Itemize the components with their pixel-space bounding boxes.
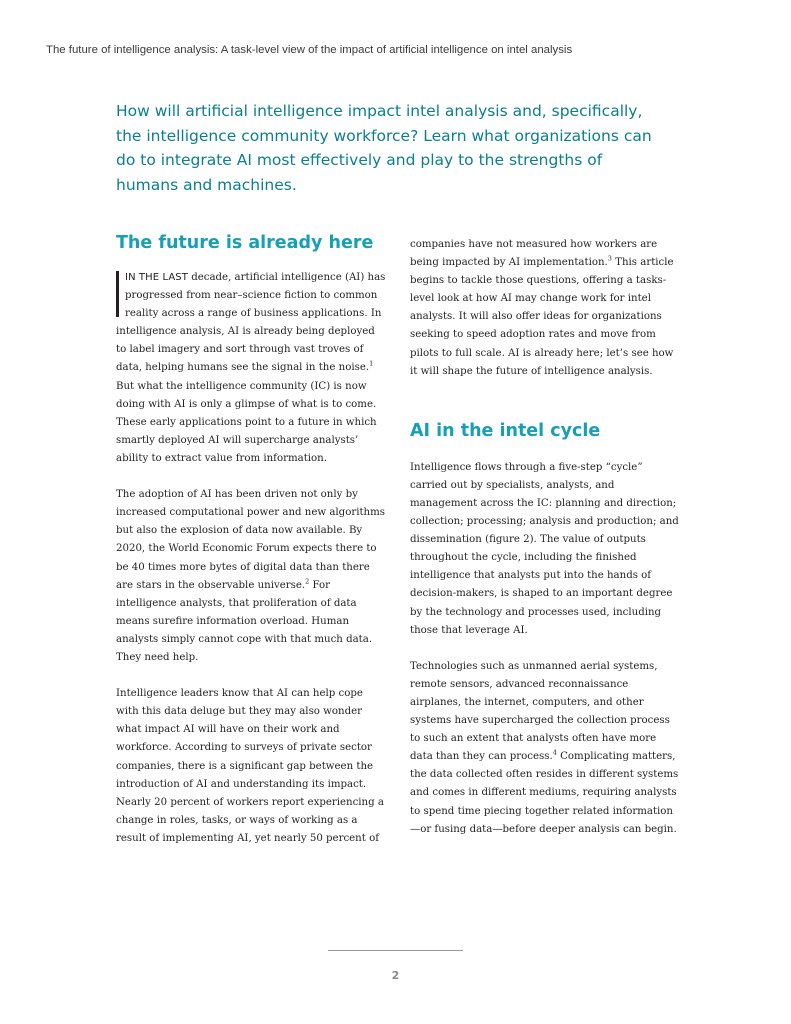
paragraph-text: The adoption of AI has been driven not only by increased computational power and new algorithms but also the explosion of data now available. By 2020, the World Economic Forum expects there to be 40 times more bytes of digital data than there are stars in the observable universe. — [116, 489, 385, 591]
lead-in: N THE LAST — [128, 272, 188, 283]
footer-rule — [328, 950, 463, 951]
footnote-ref: 3 — [607, 254, 612, 263]
paragraph-text: companies have not measured how workers are being impacted by AI implementation. — [410, 239, 658, 269]
footnote-ref: 4 — [552, 748, 557, 757]
right-column — [410, 236, 682, 839]
paragraph-text: Complicating matters, the data collected often resides in different systems and comes in different mediums, requiring analysts to spend time piecing together related information—or fusing data—before deeper analysis can begin. — [410, 751, 679, 835]
paragraph-text: This article begins to tackle those questions, offering a tasks-level look at how AI may change work for intel analysts. It will also offer ideas for organizations seeking to speed adoption rates and move from pilots to full scale. AI is already here; let’s see how it will shape the future of intelligence analysis. — [410, 257, 674, 377]
footnote-ref: 2 — [305, 577, 310, 586]
paragraph-text: Intelligence leaders know that AI can help cope with this data deluge but they may also wonder what impact AI will have on their work and workforce. According to surveys of private sector companies, there is a significant gap between the introduction of AI and understanding its impact. Nearly 20 percent of workers report experiencing a change in roles, tasks, or ways of working as a result of implementing AI, yet nearly 50 percent of — [116, 688, 384, 844]
drop-cap — [116, 271, 119, 317]
left-column — [116, 230, 388, 848]
lead-in-dropcap: I — [125, 272, 129, 283]
paragraph-text: But what the intelligence community (IC) is now doing with AI is only a glimpse of what is to come. These early applications point to a future in which smartly deployed AI will supercharge analysts’ ability to extract value from information. — [116, 380, 377, 464]
paragraph — [410, 236, 682, 381]
paragraph-text: Intelligence flows through a five-step “cycle” carried out by specialists, analysts, and management across the IC: planning and direction; collection; processing; analysis and production; and dissemination (figure 2). The value of outputs throughout the cycle, including the finished intelligence that analysts put into the hands of decision-makers, is shaped to an important degree by the technology and processes used, including those that leverage AI. — [410, 461, 679, 636]
paragraph-text: decade, artificial intelligence (AI) has progressed from near–science fiction to common reality across a range of business applications. In intelligence analysis, AI is already being deployed to label imagery and sort through vast troves of data, helping humans see the signal in the noise. — [116, 272, 386, 374]
paragraph — [410, 459, 682, 640]
footnote-ref: 1 — [369, 360, 374, 369]
paragraph-text: For intelligence analysts, that proliferation of data means surefire information overload. Human analysts simply cannot cope with that much data. They need help. — [116, 579, 373, 663]
section-heading-future: The future is already here — [116, 233, 374, 253]
page-number: 2 — [391, 969, 400, 982]
running-header: The future of intelligence analysis: A task-level view of the impact of artificial intelligence on intel analysis — [46, 44, 573, 56]
section-heading-intel-cycle: AI in the intel cycle — [410, 420, 601, 441]
intro-deck: How will artificial intelligence impact intel analysis and, specifically, the intelligence community workforce? Learn what organizations can do to integrate AI most effectively and play to the strengths of humans and machines. — [116, 102, 652, 194]
paragraph — [116, 685, 388, 848]
paragraph — [410, 658, 682, 839]
paragraph — [116, 486, 388, 667]
paragraph — [116, 269, 388, 468]
paragraph-text: Technologies such as unmanned aerial systems, remote sensors, advanced reconnaissance airplanes, the internet, computers, and other systems have supercharged the collection process to such an extent that analysts often have more data than they can process. — [410, 660, 670, 763]
